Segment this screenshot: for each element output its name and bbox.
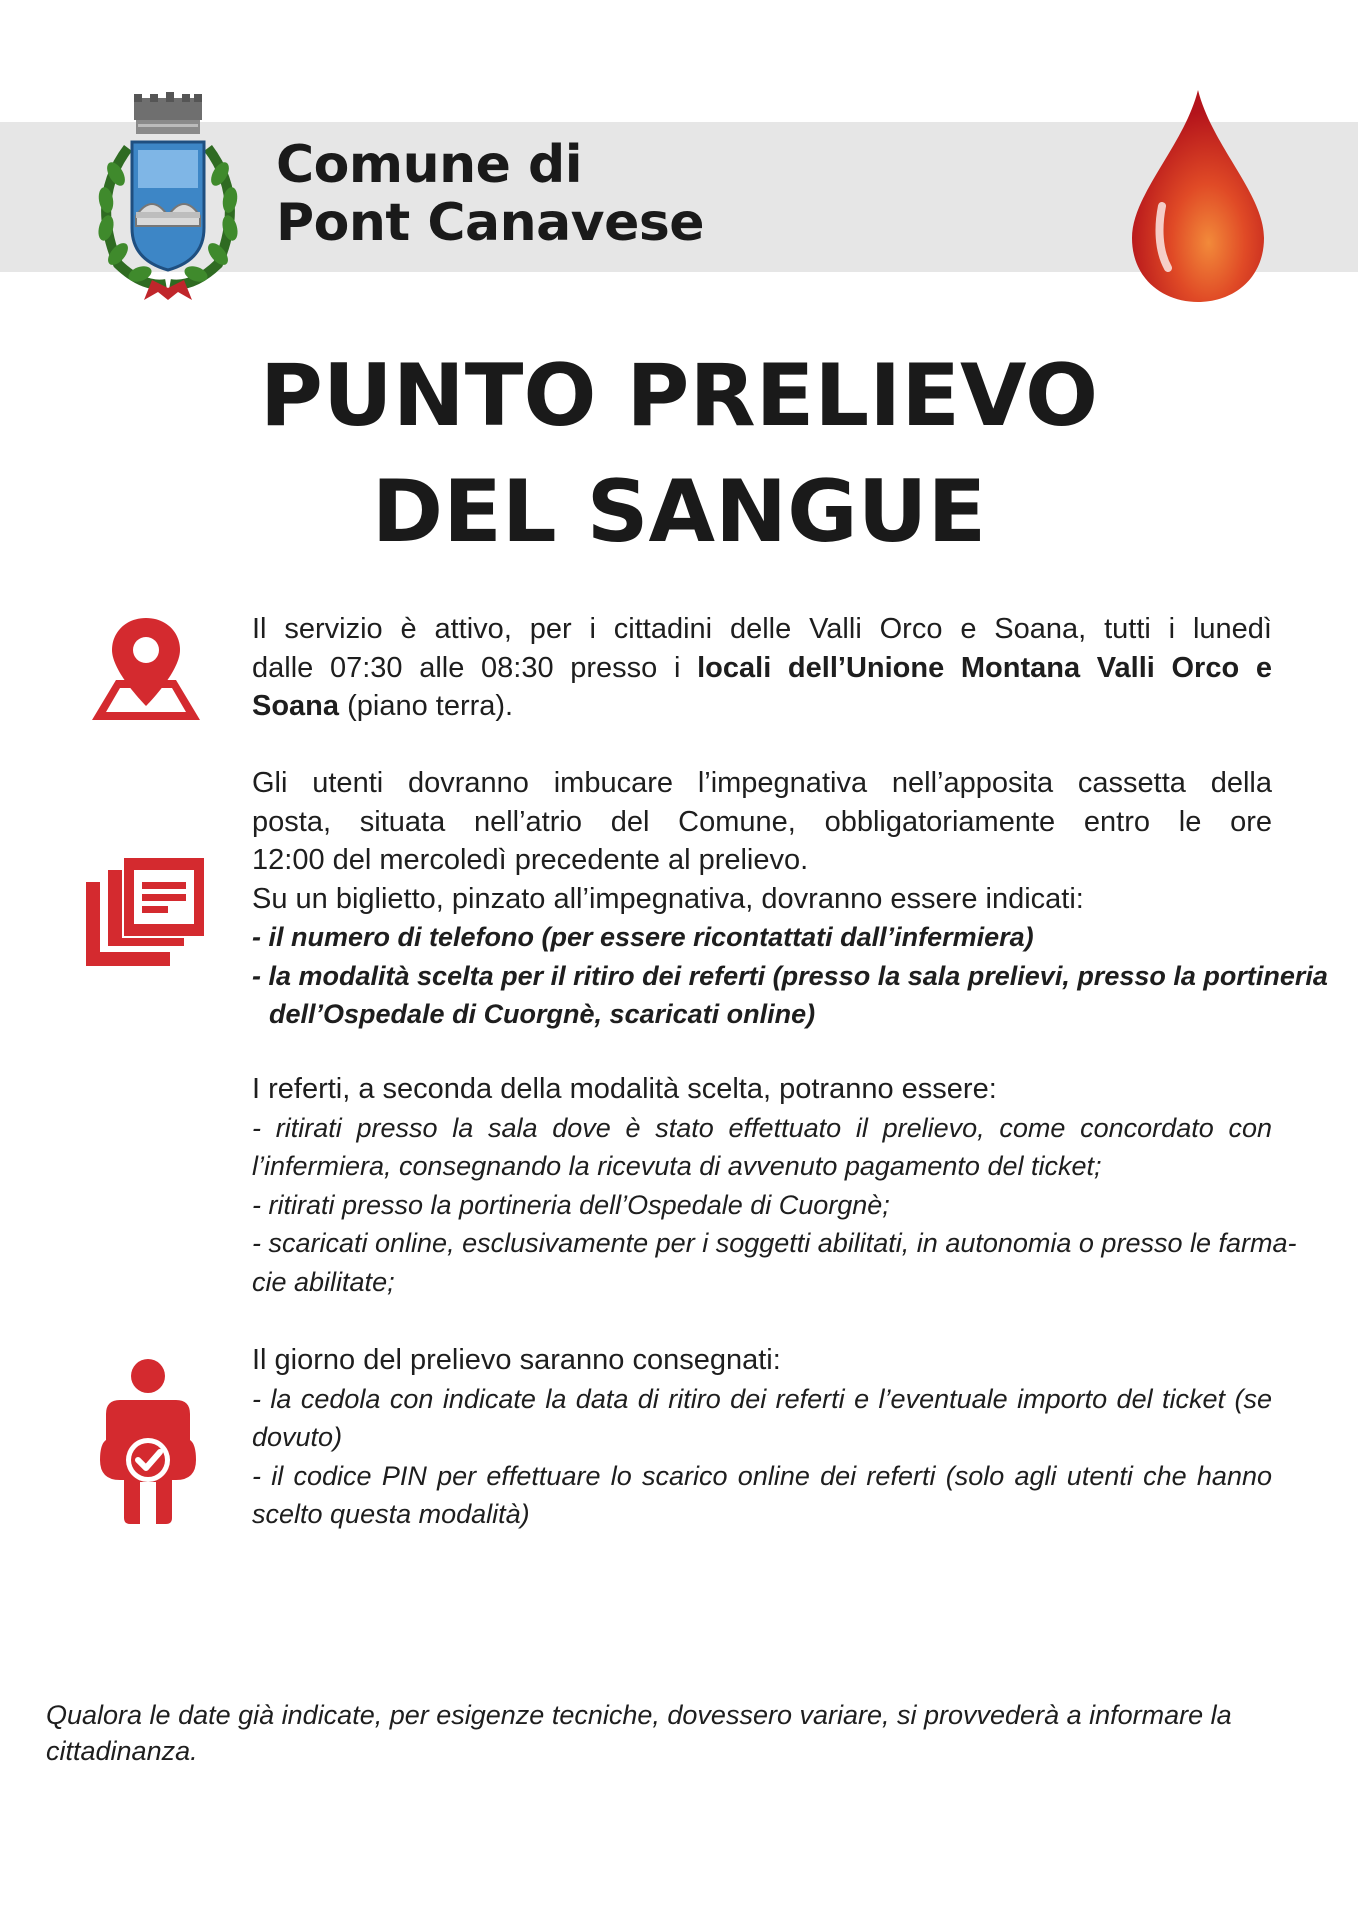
results-item-continued: cie abilitate;: [252, 1266, 395, 1297]
delivery-item: - il codice PIN per effettuare lo scarico online dei referti (solo agli utenti che hanno: [252, 1460, 1272, 1491]
person-check-icon: [100, 1356, 196, 1524]
service-line: [252, 687, 1272, 726]
delivery-section: [252, 1341, 1272, 1534]
results-item: - ritirati presso la sala dove è stato effettuato il prelievo, come concordato con: [252, 1112, 1272, 1143]
footer-line: cittadinanza.: [46, 1736, 198, 1766]
municipality-name-line2: Pont Canavese: [276, 193, 705, 253]
request-bullet: - la modalità scelta per il ritiro dei referti (presso la sala prelievi, presso la portineria: [252, 960, 1328, 991]
results-item: - scaricati online, esclusivamente per i soggetti abilitati, in autonomia o presso le farma-: [252, 1228, 1297, 1258]
service-line: [252, 649, 1272, 688]
municipal-crest-icon: [88, 88, 248, 304]
request-line: Su un biglietto, pinzato all’impegnativa, dovranno essere indicati:: [252, 882, 1084, 915]
service-text: dalle 07:30 alle 08:30 presso i: [252, 651, 698, 684]
results-item-continued: l’infermiera, consegnando la ricevuta di avvenuto pagamento del ticket;: [252, 1151, 1102, 1181]
request-bullet-continued: dell’Ospedale di Cuorgnè, scaricati online): [269, 999, 816, 1029]
results-heading: I referti, a seconda della modalità scelta, potranno essere:: [252, 1073, 997, 1105]
results-item: - ritirati presso la portineria dell’Ospedale di Cuorgnè;: [252, 1189, 890, 1220]
blood-drop-icon: [1128, 86, 1268, 306]
service-text: (piano terra).: [339, 690, 514, 722]
results-section: [252, 1070, 1297, 1301]
page-title-line2: DEL SANGUE: [371, 462, 987, 562]
service-location-bold: locali dell’Unione Montana Valli Orco e: [697, 651, 1272, 684]
service-section: [252, 610, 1272, 726]
request-line: posta, situata nell’atrio del Comune, obbligatoriamente entro le ore: [252, 805, 1272, 838]
request-line: 12:00 del mercoledì precedente al prelievo.: [252, 844, 809, 876]
document-form-icon: [86, 856, 206, 966]
request-bullet: - il numero di telefono (per essere ricontattati dall’infermiera): [252, 922, 1034, 952]
municipality-name: [276, 136, 704, 252]
service-line: Il servizio è attivo, per i cittadini delle Valli Orco e Soana, tutti i lunedì: [252, 613, 1272, 645]
request-line: Gli utenti dovranno imbucare l’impegnativa nell’apposita cassetta della: [252, 767, 1272, 799]
service-location-bold: Soana: [252, 690, 340, 722]
page-title: [0, 338, 1358, 570]
footer-line: Qualora le date già indicate, per esigenze tecniche, dovessero variare, si provvederà a informare la: [46, 1700, 1232, 1730]
page-title-line1: PUNTO PRELIEVO: [259, 346, 1099, 446]
municipality-name-line1: Comune di: [276, 135, 583, 195]
request-section: [252, 764, 1328, 1034]
footer-note: [46, 1697, 1246, 1769]
delivery-item: - la cedola con indicate la data di ritiro dei referti e l’eventuale importo del ticket (se: [252, 1383, 1272, 1414]
delivery-item-continued: dovuto): [252, 1422, 343, 1452]
delivery-item-continued: scelto questa modalità): [252, 1499, 530, 1529]
delivery-heading: Il giorno del prelievo saranno consegnati:: [252, 1344, 781, 1376]
map-pin-icon: [86, 614, 206, 726]
